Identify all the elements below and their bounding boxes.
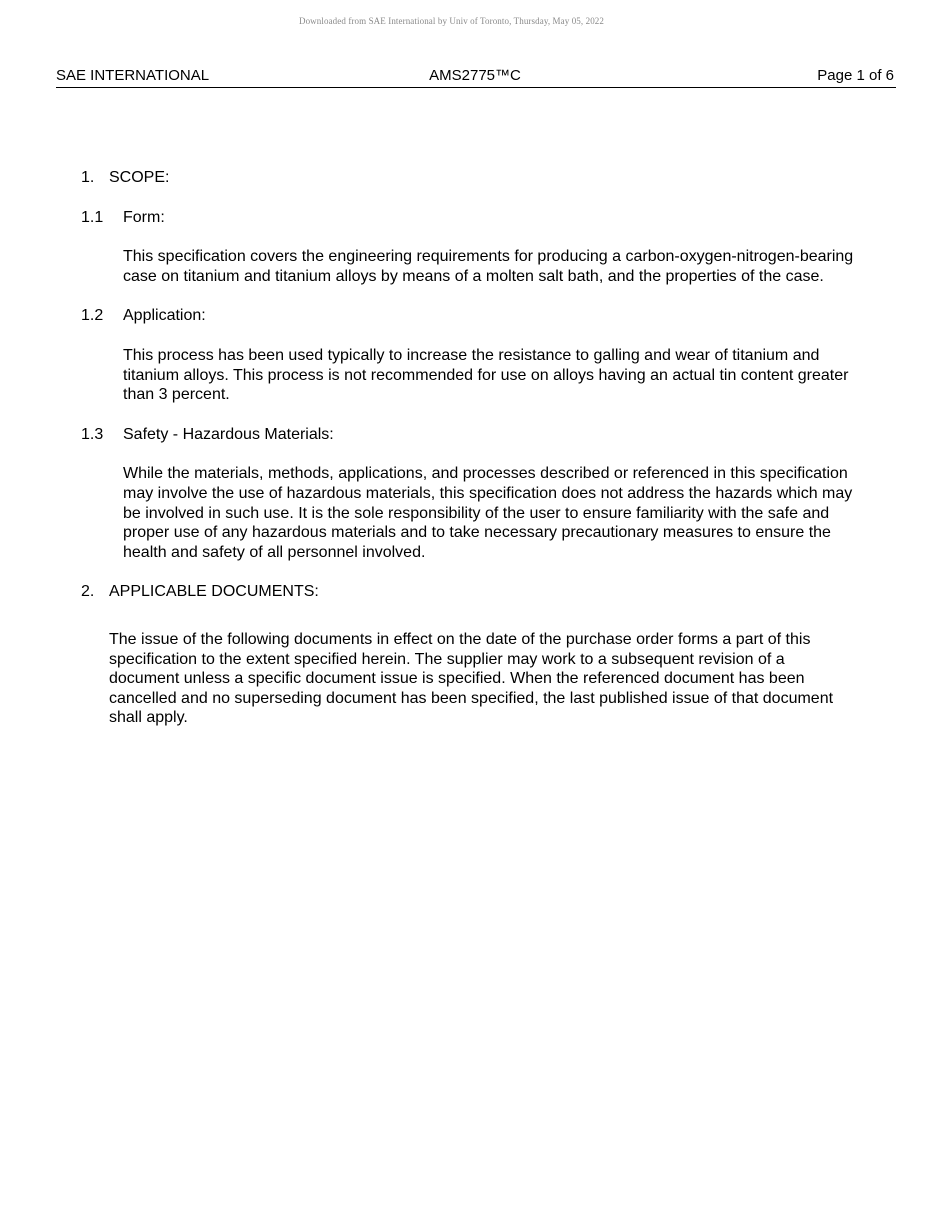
publisher-name: SAE INTERNATIONAL [56, 67, 210, 84]
document-id: AMS2775™C [429, 67, 521, 84]
section-number: 2. [81, 583, 95, 601]
section-1-2-paragraph: This process has been used typically to increase the resistance to galling and wear of titanium and titanium alloys. This process is not recommended for use on alloys having an actual tin content greater than 3 percent. [123, 346, 849, 404]
section-number: 1.2 [81, 307, 104, 325]
section-title: Safety - Hazardous Materials: [123, 425, 334, 443]
section-title: Form: [123, 208, 165, 226]
page-number: Page 1 of 6 [817, 67, 894, 84]
download-notice: Downloaded from SAE International by Univ of Toronto, Thursday, May 05, 2022 [298, 16, 604, 26]
section-1-3-paragraph: While the materials, methods, applications, and processes described or referenced in this specification may involve the use of hazardous materials, this specification does not address the hazards which may be involved in such use. It is the sole responsibility of the user to ensure familiarity with the safe and proper use of any hazardous materials and to take necessary precautionary measures to ensure the health and safety of all personnel involved. [123, 465, 853, 561]
section-1-3-heading [81, 425, 861, 445]
section-title: APPLICABLE DOCUMENTS: [109, 583, 319, 601]
section-number: 1.1 [81, 208, 104, 226]
section-number: 1. [81, 169, 95, 186]
section-number: 1.3 [81, 425, 104, 443]
section-title: Application: [123, 307, 206, 325]
section-1-2-heading [81, 306, 861, 326]
section-2-paragraph: The issue of the following documents in effect on the date of the purchase order forms a part of this specification to the extent specified herein. The supplier may work to a subsequent revision of a document unless a specific document issue is specified. When the referenced document has been cancelled and no superseding document has been specified, the last published issue of that document shall apply. [109, 630, 834, 727]
section-1-heading [81, 168, 861, 188]
section-2-heading [81, 582, 861, 602]
section-1-1-paragraph: This specification covers the engineering requirements for producing a carbon-oxygen-nitrogen-bearing case on titanium and titanium alloys by means of a molten salt bath, and the properties of the case. [123, 248, 854, 285]
running-header [56, 67, 896, 88]
document-body [81, 168, 861, 728]
section-1-1-heading [81, 208, 861, 228]
section-title: SCOPE: [109, 169, 170, 186]
